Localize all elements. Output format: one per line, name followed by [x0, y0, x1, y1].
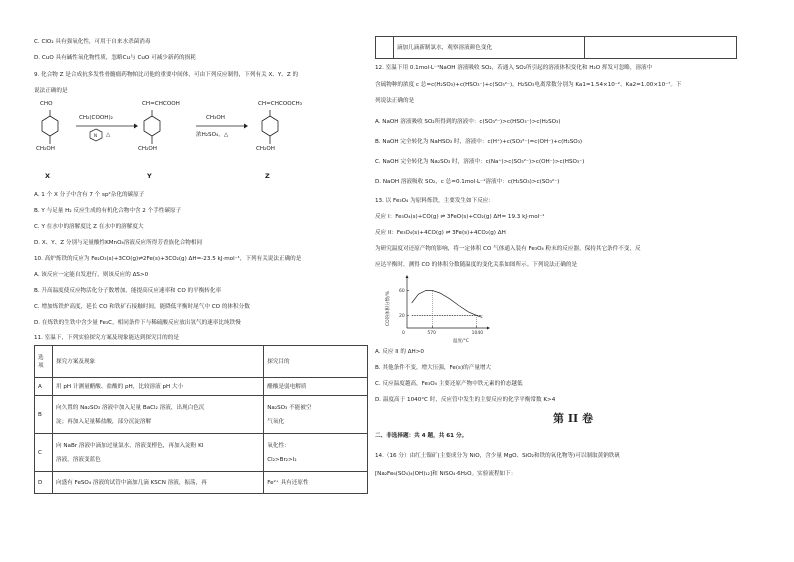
- y-axis-arrow: [406, 275, 409, 278]
- arrow-1: [76, 123, 138, 129]
- z-bottom-group: CH₂OH: [256, 146, 275, 152]
- question-12-line2: 含硫物种的浓度 c 总=c(H₂SO₃)+c(HSO₃⁻)+c(SO₃²⁻)。H₂SO₃电离常数分别为 Ka1=1.54×10⁻²、Ka2=1.00×10⁻⁷。下: [375, 82, 682, 88]
- question-9-cont: 说法正确的是: [34, 88, 68, 94]
- y-axis-label: CO的体积分数/%: [386, 291, 391, 326]
- part-2-title: 第 II 卷: [553, 412, 593, 425]
- table-row: [35, 378, 368, 396]
- x-axis-arrow: [487, 327, 490, 330]
- x-bottom-group: CH₂OH: [36, 146, 55, 152]
- row-b-goal-line1: Na₂SO₃ 不能被空: [267, 404, 312, 411]
- reagent2-top: CH₃OH: [206, 115, 225, 121]
- question-13-line4: 为研究温度对还原产物的影响，将一定体积 CO 气体通入装有 Fe₃O₄ 粉末的反应器，保持其它条件不变，反: [375, 246, 641, 252]
- question-14-line2: [Na₂Fe₆(SO₄)₄(OH)₁₂]和 NiSO₄·6H₂O。实验流程如下：: [375, 471, 517, 477]
- q13-option-b: B. 其他条件不变，增大压强，Fe(s)的产量增大: [375, 365, 492, 371]
- row-a-goal: 醋酸是弱电解质: [264, 378, 368, 396]
- y-tick-label: 20: [399, 314, 405, 319]
- question-9: 9. 化合物 Z 是合成抗多发性骨髓瘤药物帕比司他的重要中间体，可由下列反应制得，下列有关 X、Y、Z 的: [34, 72, 299, 78]
- svg-text:N: N: [94, 133, 97, 138]
- q9-option-a: A. 1 个 X 分子中含有 7 个 sp²杂化的碳原子: [34, 192, 145, 198]
- arrow-2: [196, 123, 248, 129]
- question-12: 12. 室温下用 0.1mol·L⁻¹NaOH 溶液吸收 SO₂，若通入 SO₂所引起的溶液体积变化和 H₂O 挥发可忽略，溶液中: [375, 65, 653, 71]
- q9-option-c: C. Y 在水中的溶解度比 Z 在水中的溶解度大: [34, 224, 144, 230]
- row-b-option: B: [35, 396, 53, 434]
- row-b-plan-line1: 向久置的 Na₂SO₃ 溶液中加入足量 BaCl₂ 溶液，出现白色沉: [55, 404, 205, 411]
- table-header-option: 选项: [35, 346, 53, 378]
- question-12-line3: 列说法正确的是: [375, 98, 415, 104]
- co-fraction-curve: [412, 291, 483, 318]
- row-c-goal-line2: Cl₂>Br₂>I₂: [267, 456, 297, 463]
- row-c-plan: [52, 434, 263, 472]
- x-tick-label: 570: [427, 331, 437, 336]
- x-top-group: CHO: [40, 101, 53, 107]
- reagent1-top: CH₂(COOH)₂: [79, 115, 113, 121]
- q9-option-d: D. X、Y、Z 分别与足量酸性KMnO₄溶液反应所得芳香族化合物相同: [34, 240, 203, 246]
- q9-option-b: B. Y 与足量 H₂ 反应生成的有机化合物中含 2 个手性碳原子: [34, 208, 182, 214]
- table-continuation: [375, 36, 737, 59]
- x-tick-label: 1040: [471, 331, 484, 336]
- q10-option-b: B. 升高温度使反应物活化分子数增加，能提高反应速率和 CO 的平衡转化率: [34, 288, 222, 294]
- row-a-option: A: [35, 378, 53, 396]
- table-row: [35, 396, 368, 434]
- question-14: 14.（16 分）由红土镍矿(主要成分为 NiO，含少量 MgO、SiO₂和铁的氧化物等)可以制取黄钠铁矾: [375, 453, 620, 459]
- y-bottom-group: CH₂OH: [138, 146, 157, 152]
- cont-option-cell: [376, 37, 394, 59]
- table-row: [35, 472, 368, 494]
- section-2-heading: 二、非选择题：共 4 题，共 61 分。: [375, 433, 468, 439]
- option-c-q8: C. ClO₂ 具有强氧化性，可用于自来水杀菌消毒: [34, 39, 151, 45]
- row-a-plan: 用 pH 计测量醋酸、盐酸的 pH，比较溶液 pH 大小: [52, 378, 263, 396]
- reaction-2: 反应 II：Fe₃O₄(s)+4CO(g) ⇌ 3Fe(s)+4CO₂(g) ΔH: [375, 230, 506, 236]
- table-header-goal: 探究目的: [264, 346, 368, 378]
- row-b-goal-line2: 气氧化: [267, 418, 285, 425]
- q12-option-c: C. NaOH 完全转化为 Na₂SO₃ 时，溶液中：c(Na⁺)>c(SO₃²⁻)>c(OH⁻)>c(HSO₃⁻): [375, 159, 585, 165]
- experiment-table: [34, 345, 368, 494]
- table-row: [35, 434, 368, 472]
- row-d-plan: 向盛有 FeSO₄ 溶液的试管中滴加几滴 KSCN 溶液，振荡，再: [52, 472, 263, 494]
- row-c-plan-line1: 向 NaBr 溶液中滴加过量氯水，溶液变橙色，再加入淀粉 KI: [55, 442, 204, 449]
- label-x: X: [45, 172, 51, 180]
- q13-option-c: C. 反应温度越高，Fe₃O₄ 主要还原产物中铁元素的价态越低: [375, 381, 523, 387]
- y-top-group: CH=CHCOOH: [142, 101, 180, 107]
- q10-option-c: C. 增加炼铁炉高度，延长 CO 和铁矿石接触时间，能降低平衡时尾气中 CO 的体积分数: [34, 304, 250, 310]
- benzene-ring-x: [40, 110, 60, 150]
- row-c-goal: [264, 434, 368, 472]
- benzene-ring-y: [142, 110, 162, 150]
- reagent1-bottom: △: [106, 132, 111, 138]
- origin-label: 0: [402, 331, 405, 336]
- table-header-plan: 探究方案及现象: [52, 346, 263, 378]
- q12-option-b: B. NaOH 完全转化为 NaHSO₃ 时，溶液中：c(H⁺)+c(SO₃²⁻)=c(OH⁻)+c(H₂SO₃): [375, 139, 583, 145]
- q12-option-a: A. NaOH 溶液吸收 SO₂所得到的溶液中：c(SO₃²⁻)>c(HSO₃⁻)>c(H₂SO₃): [375, 119, 561, 125]
- co-volume-chart: [383, 272, 493, 344]
- row-c-goal-line1: 氧化性：: [267, 442, 290, 449]
- row-c-plan-line2: 溶液，溶液变蓝色: [55, 456, 101, 463]
- y-tick-label: 60: [399, 289, 405, 294]
- row-b-plan: [52, 396, 263, 434]
- label-y: Y: [147, 172, 152, 180]
- row-d-goal: Fe²⁺ 具有还原性: [264, 472, 368, 494]
- option-d-q8: D. CuO 具有碱性氧化物性质，忽略Cu与 CuO 可减少新药的损耗: [34, 55, 196, 61]
- pyridine-icon: [89, 128, 103, 142]
- reaction-scheme: [34, 100, 400, 190]
- label-z: Z: [265, 172, 270, 180]
- benzene-ring-z: [260, 110, 280, 150]
- row-d-option: D: [35, 472, 53, 494]
- question-13: 13. 以 Fe₃O₄ 为原料炼铁，主要发生如下反应：: [375, 198, 494, 204]
- q12-option-d: D. NaOH 溶液吸收 SO₂，c 总=0.1mol·L⁻¹溶液中：c(H₂SO₃)>c(SO₃²⁻): [375, 179, 560, 185]
- cont-goal-cell: [585, 37, 737, 59]
- x-axis-label: 温度/°C: [453, 339, 469, 344]
- row-b-goal: [264, 396, 368, 434]
- question-11: 11. 室温下，下列实验探究方案及现象能达到探究目的的是: [34, 335, 179, 341]
- reaction-1: 反应 I：Fe₃O₄(s)+CO(g) ⇌ 3FeO(s)+CO₂(g) ΔH= 19.3 kJ·mol⁻¹: [375, 214, 545, 220]
- row-c-option: C: [35, 434, 53, 472]
- cont-plan-cell: 滴加几滴新制氯水，观察溶液颜色变化: [393, 37, 584, 59]
- row-b-plan-line2: 淀；再加入足量稀盐酸，部分沉淀溶解: [55, 418, 152, 425]
- z-top-group: CH=CHCOOCH₃: [258, 101, 302, 107]
- q10-option-d: D. 在炼铁的生铁中含少量 Fe₃C，相同条件下与稀硫酸反应放出氢气的速率比纯铁慢: [34, 320, 241, 326]
- table-header-row: [35, 346, 368, 378]
- q13-option-a: A. 反应 II 的 ΔH>0: [375, 349, 424, 355]
- q13-option-d: D. 温度高于 1040°C 时，反应管中发生的主要反应的化学平衡常数 K>4: [375, 397, 556, 403]
- reagent2-bottom: 浓H₂SO₄，△: [196, 132, 229, 138]
- question-10: 10. 高炉炼铁的反应为 Fe₂O₃(s)+3CO(g)⇌2Fe(s)+3CO₂(g) ΔH=-23.5 kJ·mol⁻¹，下列有关说法正确的是: [34, 256, 302, 262]
- question-13-line5: 应达平衡时，测得 CO 的体积分数随温度的变化关系如图所示。下列说法正确的是: [375, 262, 578, 268]
- q10-option-a: A. 该反应一定能自发进行，则该反应的 ΔS>0: [34, 272, 149, 278]
